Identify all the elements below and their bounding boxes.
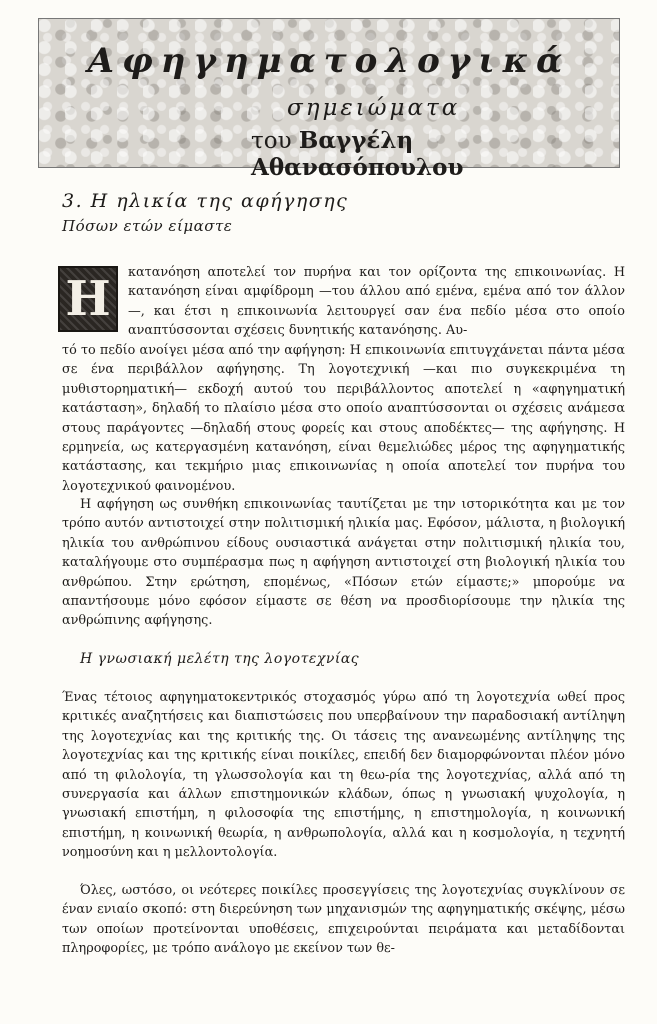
paragraph-1-continued: τό το πεδίο ανοίγει μέσα από την αφήγηση: Η επικοινωνία επιτυγχάνεται πάντα μέσα σε ένα περιβάλλον αφήγησης. Τη λογοτεχνική —και πιο συγκεκριμένα τη μυθιστορηματική— εκδοχή αυτού του περιβάλλοντος αποτελεί η «αφηγηματική κατάσταση», δηλαδή το πλαίσιο μέσα στο οποίο αναπτύσσονται οι σχέσεις ανάμεσα στους παράγοντες —δηλαδή στους φορείς και στους αποδέκτες— της αφήγησης. Η ερμηνεία, ως κατεργασμένη κατανόηση, είναι θεμελιώδες μέρος της αφηγηματικής κατάστασης, και τεκμήριο μιας επικοινωνίας η οποία αποτελεί τον πυρήνα του λογοτεχνικού φαινομένου. [62,343,625,494]
subheading: Η γνωσιακή μελέτη της λογοτεχνίας [80,651,360,667]
paragraph-2: Η αφήγηση ως συνθήκη επικοινωνίας ταυτίζεται με την ιστορικότητα και με τον τρόπο αυτόν αντιστοιχεί στην πολιτισμική ηλικία μας. Εφόσον, μάλιστα, η βιολογική ηλικία του ανθρώπινου είδους ουσιαστικά ανάγεται στην πολιτισμική ηλικία του, καταλήγουμε στο συμπέρασμα πως η αφήγηση αντιστοιχεί στη βιολογική ηλικία του ανθρώπου. Στην ερώτηση, επομένως, «Πόσων ετών είμαστε;» μπορούμε να απαντήσουμε μόνο εφόσον είμαστε σε θέση να προσδιορίσουμε την ηλικία της ανθρώπινης αφήγησης. [62,497,625,629]
section-title: 3. Η ηλικία της αφήγησης [62,190,349,212]
author-line [251,127,619,181]
author-prefix: του [251,128,292,154]
column-title: Αφηγηματολογικά [87,41,571,81]
paragraph-4: Όλες, ωστόσο, οι νεότερες ποικίλες προσεγγίσεις της λογοτεχνίας συγκλίνουν σε έναν ενιαίο σκοπό: στη διερεύνηση των μηχανισμών της αφηγηματικής σκέψης, μέσω των οποίων προτείνονται υποθέσεις, επιχειρούνται πειράματα και μεταδίδονται πληροφορίες, με τρόπο ανάλογο με εκείνον των θε- [62,883,625,957]
drop-cap-letter: Η [65,271,111,327]
section-subtitle: Πόσων ετών είμαστε [62,217,233,235]
author-name: Βαγγέλη Αθανασόπουλου [251,127,464,181]
column-subtitle: σημειώματα [287,95,461,121]
article-header-banner [38,18,620,181]
ornamental-drop-cap [58,266,118,332]
paragraph-1-lead: κατανόηση αποτελεί τον πυρήνα και τον ορίζοντα της επικοινωνίας. Η κατανόηση είναι αμφίδρομη —του άλλου από εμένα, εμένα από τον άλλον—, και έτσι η επικοινωνία λειτουργεί σαν ένα πεδίο μέσα στο οποίο αναπτύσσονται σχέσεις δυνητικής κατανόησης. Αυ- [128,265,625,339]
paragraph-3: Ένας τέτοιος αφηγηματοκεντρικός στοχασμός γύρω από τη λογοτεχνία ωθεί προς κριτικές αναζητήσεις και διαπιστώσεις που υπερβαίνουν την παραδοσιακή αντίληψη της λογοτεχνίας και της κριτικής της. Οι τάσεις της ανανεωμένης αντίληψης της λογοτεχνίας και της κριτικής είναι ποικίλες, επειδή δεν διαμορφώνονται πλέον μόνο από τη φιλολογία, τη γλωσσολογία και τη θεω-ρία της λογοτεχνίας, αλλά από τη συνεργασία και άλλων επιστημονικών κλάδων, όπως η γνωσιακή ψυχολογία, η γνωσιακή επιστήμη, η φιλοσοφία της επιστήμης, η επιστημολογία, η κοινωνική επιστήμη, η κοινωνική θεωρία, η ανθρωπολογία, αλλά και η κοσμολογία, η τεχνητή νοημοσύνη και η μελλοντολογία. [62,690,625,861]
